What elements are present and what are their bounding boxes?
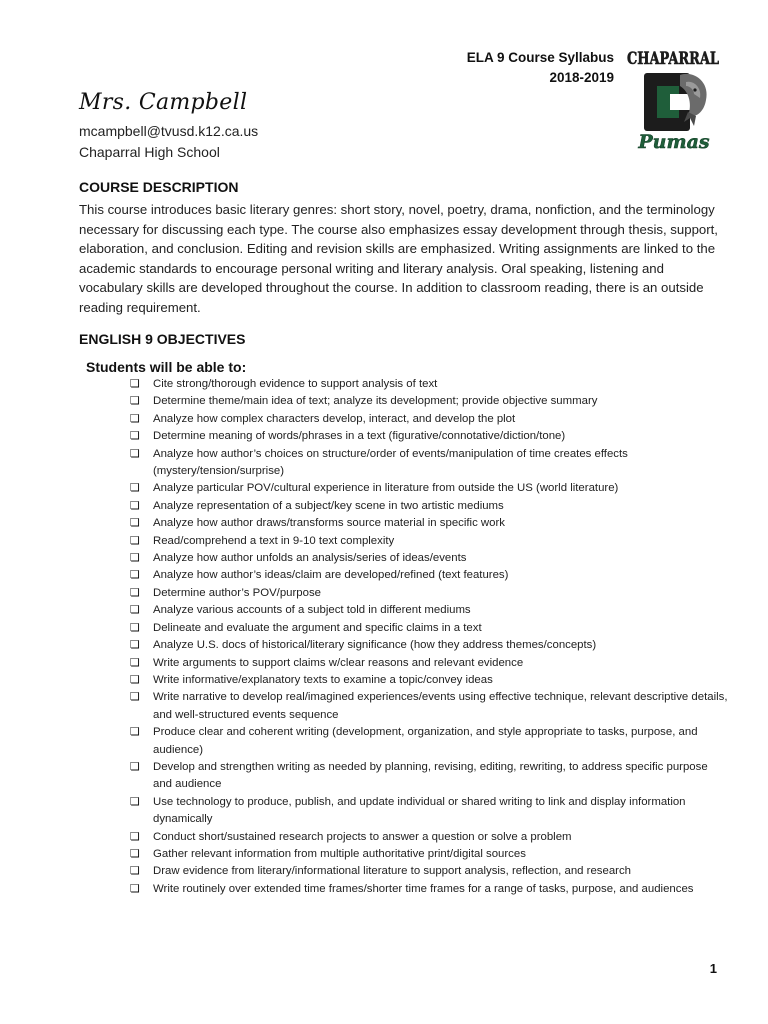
chaparral-pumas-logo xyxy=(624,42,722,154)
checkbox-bullet-icon: ❏ xyxy=(130,395,140,408)
checkbox-bullet-icon: ❏ xyxy=(130,621,140,634)
objective-text: Determine author’s POV/purpose xyxy=(153,586,321,599)
course-description-heading: COURSE DESCRIPTION xyxy=(79,179,239,195)
checkbox-bullet-icon: ❏ xyxy=(130,499,140,512)
objective-text: Analyze how author’s ideas/claim are developed/refined (text features) xyxy=(153,569,509,582)
objective-item xyxy=(130,620,728,637)
objective-text: Determine meaning of words/phrases in a text (figurative/connotative/diction/tone) xyxy=(153,430,566,443)
objective-text: Analyze how complex characters develop, interact, and develop the plot xyxy=(153,412,516,425)
checkbox-bullet-icon: ❏ xyxy=(130,412,140,425)
objective-text: Write narrative to develop real/imagined experiences/events using effective technique, relevant descriptive details, and well-structured events sequence xyxy=(153,691,728,721)
objective-item xyxy=(130,533,728,550)
objective-item xyxy=(130,689,728,724)
objectives-list xyxy=(130,376,728,898)
objective-item xyxy=(130,846,728,863)
objective-item xyxy=(130,515,728,532)
objective-text: Read/comprehend a text in 9-10 text complexity xyxy=(153,534,395,547)
objective-item xyxy=(130,550,728,567)
objective-text: Write informative/explanatory texts to examine a topic/convey ideas xyxy=(153,673,493,686)
course-description-text: This course introduces basic literary genres: short story, novel, poetry, drama, nonfiction, and the terminology necessary for discussing each type. The course also emphasizes essay development through thesis, support, elaboration, and conclusion. Editing and revision skills are emphasized. Writing assignments are linked to the academic standards to encourage personal writing and literary analysis. Oral speaking, listening and vocabulary skills are developed throughout the course. In addition to classroom reading, there is an outside reading requirement. xyxy=(79,202,718,315)
objective-text: Analyze U.S. docs of historical/literary significance (how they address themes/concepts) xyxy=(153,639,597,652)
checkbox-bullet-icon: ❏ xyxy=(130,847,140,860)
objective-text: Analyze representation of a subject/key scene in two artistic mediums xyxy=(153,499,504,512)
objective-text: Draw evidence from literary/informational literature to support analysis, reflection, and research xyxy=(153,865,631,878)
objective-text: Analyze how author unfolds an analysis/series of ideas/events xyxy=(153,552,467,565)
objective-item xyxy=(130,411,728,428)
objective-text: Delineate and evaluate the argument and specific claims in a text xyxy=(153,621,482,634)
objective-text: Analyze particular POV/cultural experience in literature from outside the US (world literature) xyxy=(153,482,619,495)
teacher-name: Mrs. Campbell xyxy=(79,90,248,115)
objective-text: Write arguments to support claims w/clear reasons and relevant evidence xyxy=(153,656,524,669)
checkbox-bullet-icon: ❏ xyxy=(130,830,140,843)
page-number: 1 xyxy=(709,961,717,976)
checkbox-bullet-icon: ❏ xyxy=(130,430,140,443)
objective-item xyxy=(130,724,728,759)
objective-item xyxy=(130,672,728,689)
objective-item xyxy=(130,393,728,410)
objective-item xyxy=(130,863,728,880)
objective-item xyxy=(130,881,728,898)
course-title: ELA 9 Course Syllabus xyxy=(466,50,614,65)
school-year: 2018-2019 xyxy=(549,70,614,85)
objective-item xyxy=(130,428,728,445)
objective-text: Analyze various accounts of a subject told in different mediums xyxy=(153,604,471,617)
objective-text: Gather relevant information from multiple authoritative print/digital sources xyxy=(153,847,526,860)
objectives-heading: ENGLISH 9 OBJECTIVES xyxy=(79,331,246,347)
objective-item xyxy=(130,480,728,497)
checkbox-bullet-icon: ❏ xyxy=(130,552,140,565)
objective-item xyxy=(130,759,728,794)
teacher-email: mcampbell@tvusd.k12.ca.us xyxy=(79,123,259,139)
objective-item xyxy=(130,446,728,481)
checkbox-bullet-icon: ❏ xyxy=(130,586,140,599)
objective-item xyxy=(130,655,728,672)
contact-block xyxy=(79,121,258,163)
logo-bottom-text: Pumas xyxy=(638,131,710,153)
objective-text: Analyze how author’s choices on structure/order of events/manipulation of time creates effects (mystery/tension/surprise) xyxy=(153,447,628,478)
objective-item xyxy=(130,637,728,654)
objective-text: Produce clear and coherent writing (development, organization, and style appropriate to tasks, purpose, and audience) xyxy=(153,726,698,756)
checkbox-bullet-icon: ❏ xyxy=(130,726,140,739)
checkbox-bullet-icon: ❏ xyxy=(130,378,140,390)
checkbox-bullet-icon: ❏ xyxy=(130,482,140,495)
objective-text: Cite strong/thorough evidence to support analysis of text xyxy=(153,378,438,390)
objective-item xyxy=(130,602,728,619)
checkbox-bullet-icon: ❏ xyxy=(130,517,140,530)
objective-item xyxy=(130,585,728,602)
logo-top-text: CHAPARRAL xyxy=(627,49,720,69)
objective-item xyxy=(130,829,728,846)
school-name: Chaparral High School xyxy=(79,144,220,160)
objective-item xyxy=(130,567,728,584)
checkbox-bullet-icon: ❏ xyxy=(130,656,140,669)
checkbox-bullet-icon: ❏ xyxy=(130,865,140,878)
checkbox-bullet-icon: ❏ xyxy=(130,673,140,686)
objective-text: Write routinely over extended time frames/shorter time frames for a range of tasks, purpose, and audiences xyxy=(153,882,694,895)
objectives-subheading: Students will be able to: xyxy=(86,359,247,375)
checkbox-bullet-icon: ❏ xyxy=(130,447,140,460)
objective-text: Analyze how author draws/transforms source material in specific work xyxy=(153,517,505,530)
objective-text: Use technology to produce, publish, and update individual or shared writing to link and display information dynamically xyxy=(153,795,686,826)
checkbox-bullet-icon: ❏ xyxy=(130,569,140,582)
checkbox-bullet-icon: ❏ xyxy=(130,882,140,895)
school-logo-icon xyxy=(624,42,722,154)
checkbox-bullet-icon: ❏ xyxy=(130,604,140,617)
objective-item xyxy=(130,376,728,393)
checkbox-bullet-icon: ❏ xyxy=(130,639,140,652)
checkbox-bullet-icon: ❏ xyxy=(130,760,140,773)
objective-item xyxy=(130,498,728,515)
checkbox-bullet-icon: ❏ xyxy=(130,691,140,704)
checkbox-bullet-icon: ❏ xyxy=(130,795,140,808)
checkbox-bullet-icon: ❏ xyxy=(130,534,140,547)
objective-text: Develop and strengthen writing as needed by planning, revising, editing, rewriting, to address specific purpose and audience xyxy=(153,760,708,791)
objective-item xyxy=(130,794,728,829)
document-header xyxy=(467,48,614,88)
objective-text: Conduct short/sustained research projects to answer a question or solve a problem xyxy=(153,830,572,843)
objective-text: Determine theme/main idea of text; analyze its development; provide objective summary xyxy=(153,395,598,408)
